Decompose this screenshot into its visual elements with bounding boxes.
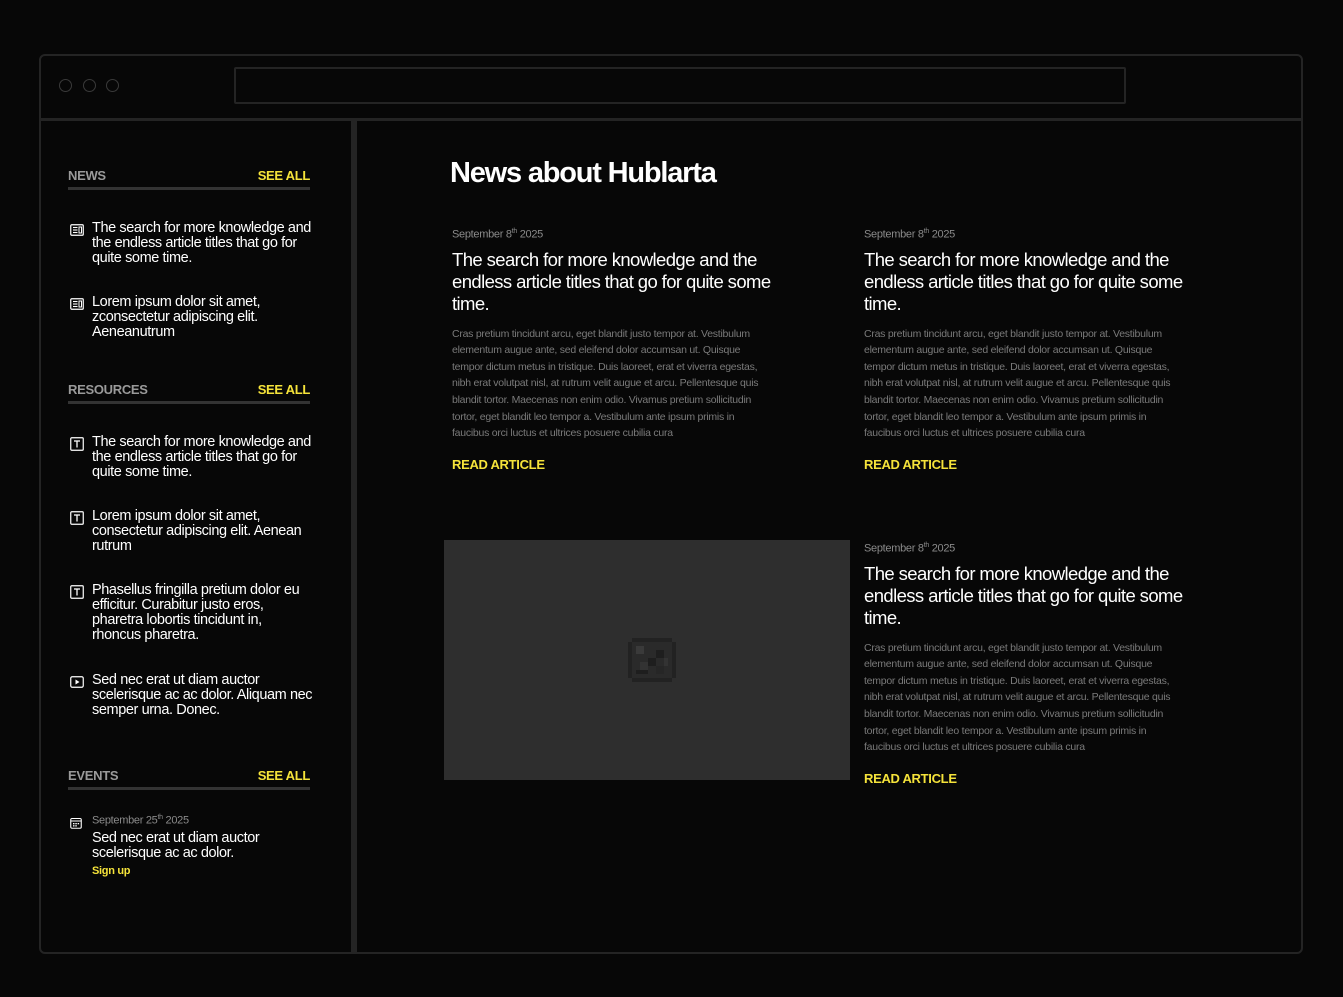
events-section-title: EVENTS — [68, 768, 119, 783]
text-doc-icon — [70, 437, 84, 451]
image-placeholder-icon — [628, 638, 676, 687]
events-see-all-link[interactable]: SEE ALL — [257, 768, 310, 783]
article-icon — [70, 223, 84, 237]
window-maximize-dot[interactable] — [106, 79, 119, 92]
article-date: September 8th 2025 — [452, 228, 543, 241]
article-date: September 8th 2025 — [864, 228, 955, 241]
article-card — [864, 225, 1184, 474]
article-headline[interactable]: The search for more knowledge and the endless article titles that go for quite some time. — [864, 562, 1183, 628]
news-see-all-link[interactable]: SEE ALL — [257, 168, 310, 183]
article-body: Cras pretium tincidunt arcu, eget blandit justo tempor at. Vestibulum elementum augue ante, sed eleifend dolor accumsan ut. Quisque tempor dictum metus in tristique. Duis laoreet, erat et viverra egestas, nibh erat volutpat nisl, at rutrum velit augue et arcu. Pellentesque quis blandit tortor. Maecenas non enim odio. Vivamus pretium sollicitudin tortor, eget blandit leo tempor a. Vestibulum ante ipsum primis in faucibus orci luctus et ultrices posuere cubilia cura — [864, 641, 1171, 754]
page-title: News about Hublarta — [450, 157, 716, 189]
resource-item-title: Phasellus fringilla pretium dolor eu efficitur. Curabitur justo eros, pharetra lobortis tincidunt in, rhoncus pharetra. — [92, 582, 300, 643]
browser-window — [39, 54, 1303, 954]
read-article-link[interactable]: READ ARTICLE — [864, 770, 957, 786]
news-item-title: Lorem ipsum dolor sit amet, zconsectetur adipiscing elit. Aeneanutrum — [92, 294, 261, 340]
sidebar — [41, 121, 357, 952]
text-doc-icon — [70, 511, 84, 525]
resources-see-all-link[interactable]: SEE ALL — [257, 382, 310, 397]
text-doc-icon — [70, 585, 84, 599]
event-date: September 25th 2025 — [92, 814, 189, 827]
main-content — [357, 121, 1301, 952]
window-close-dot[interactable] — [59, 79, 72, 92]
article-card — [452, 225, 772, 474]
article-body: Cras pretium tincidunt arcu, eget blandit justo tempor at. Vestibulum elementum augue ante, sed eleifend dolor accumsan ut. Quisque tempor dictum metus in tristique. Duis laoreet, erat et viverra egestas, nibh erat volutpat nisl, at rutrum velit augue et arcu. Pellentesque quis blandit tortor. Maecenas non enim odio. Vivamus pretium sollicitudin tortor, eget blandit leo tempor a. Vestibulum ante ipsum primis in faucibus orci luctus et ultrices posuere cubilia cura — [452, 327, 759, 440]
article-date: September 8th 2025 — [864, 542, 955, 555]
resource-item-title: Sed nec erat ut diam auctor scelerisque ac ac dolor. Aliquam nec semper urna. Donec. — [92, 672, 313, 718]
event-details — [92, 811, 314, 879]
event-title: Sed nec erat ut diam auctor scelerisque ac ac dolor. — [92, 829, 260, 861]
article-card — [864, 539, 1184, 788]
article-headline[interactable]: The search for more knowledge and the endless article titles that go for quite some time. — [452, 248, 771, 314]
calendar-icon — [70, 816, 84, 830]
event-signup-link[interactable]: Sign up — [92, 864, 131, 877]
resource-item-title: The search for more knowledge and the endless article titles that go for quite some time. — [92, 434, 311, 480]
article-image[interactable] — [444, 540, 850, 780]
video-icon — [70, 675, 84, 689]
browser-titlebar — [41, 56, 1301, 121]
article-icon — [70, 297, 84, 311]
window-minimize-dot[interactable] — [83, 79, 96, 92]
address-bar[interactable] — [234, 67, 1126, 104]
article-body: Cras pretium tincidunt arcu, eget blandit justo tempor at. Vestibulum elementum augue ante, sed eleifend dolor accumsan ut. Quisque tempor dictum metus in tristique. Duis laoreet, erat et viverra egestas, nibh erat volutpat nisl, at rutrum velit augue et arcu. Pellentesque quis blandit tortor. Maecenas non enim odio. Vivamus pretium sollicitudin tortor, eget blandit leo tempor a. Vestibulum ante ipsum primis in faucibus orci luctus et ultrices posuere cubilia cura — [864, 327, 1171, 440]
events-section-header — [68, 768, 310, 790]
news-item-title: The search for more knowledge and the endless article titles that go for quite some time. — [92, 220, 311, 266]
news-section-title: NEWS — [68, 168, 106, 183]
article-headline[interactable]: The search for more knowledge and the endless article titles that go for quite some time. — [864, 248, 1183, 314]
resources-section-header — [68, 382, 310, 404]
read-article-link[interactable]: READ ARTICLE — [452, 456, 545, 472]
news-section-header — [68, 168, 310, 190]
resources-section-title: RESOURCES — [68, 382, 148, 397]
read-article-link[interactable]: READ ARTICLE — [864, 456, 957, 472]
resource-item-title: Lorem ipsum dolor sit amet, consectetur adipiscing elit. Aenean rutrum — [92, 508, 302, 554]
